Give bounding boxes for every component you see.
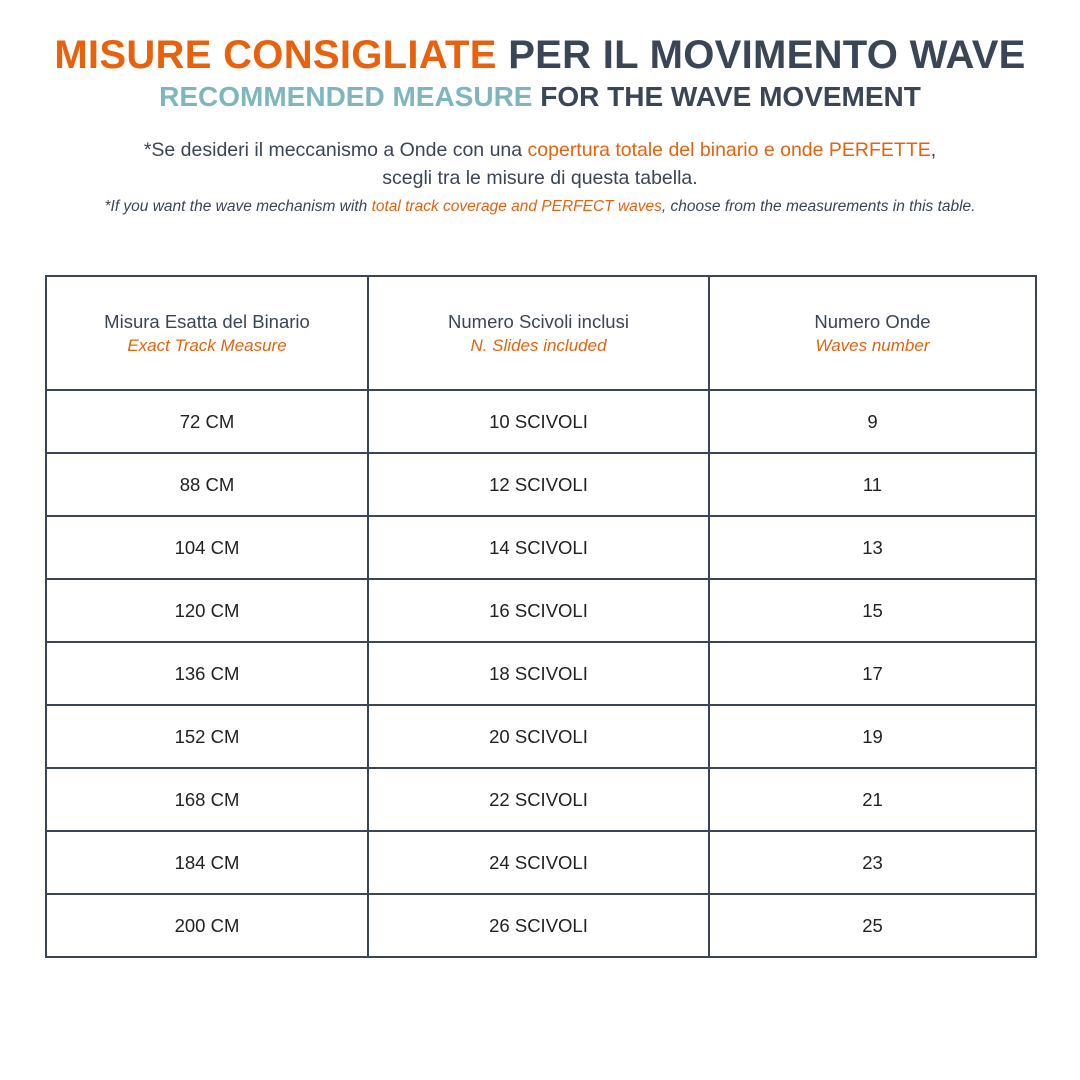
cell-slides: 12 SCIVOLI bbox=[368, 453, 709, 516]
cell-track-measure: 200 CM bbox=[46, 894, 368, 957]
table-row bbox=[46, 516, 1036, 579]
table-row bbox=[46, 390, 1036, 453]
header-label-it: Numero Scivoli inclusi bbox=[448, 310, 629, 332]
note-english bbox=[0, 196, 1080, 218]
cell-slides: 26 SCIVOLI bbox=[368, 894, 709, 957]
cell-slides: 20 SCIVOLI bbox=[368, 705, 709, 768]
note-en-before: *If you want the wave mechanism with bbox=[104, 198, 368, 215]
title-highlight: MISURE CONSIGLIATE bbox=[54, 33, 497, 77]
header-label-en: Exact Track Measure bbox=[127, 335, 287, 355]
header-label-en: Waves number bbox=[815, 335, 930, 355]
cell-track-measure: 104 CM bbox=[46, 516, 368, 579]
note-en-highlight: total track coverage and PERFECT waves bbox=[371, 198, 662, 215]
page-title bbox=[0, 30, 1080, 80]
cell-waves: 13 bbox=[709, 516, 1036, 579]
note-en-after: , choose from the measurements in this table. bbox=[661, 198, 976, 215]
cell-slides: 10 SCIVOLI bbox=[368, 390, 709, 453]
cell-waves: 15 bbox=[709, 579, 1036, 642]
cell-slides: 16 SCIVOLI bbox=[368, 579, 709, 642]
cell-track-measure: 168 CM bbox=[46, 768, 368, 831]
cell-track-measure: 88 CM bbox=[46, 453, 368, 516]
cell-track-measure: 184 CM bbox=[46, 831, 368, 894]
table-header-row bbox=[46, 276, 1036, 390]
cell-track-measure: 152 CM bbox=[46, 705, 368, 768]
table-row bbox=[46, 453, 1036, 516]
table-row bbox=[46, 831, 1036, 894]
header-waves bbox=[709, 276, 1036, 390]
cell-track-measure: 136 CM bbox=[46, 642, 368, 705]
table-row bbox=[46, 705, 1036, 768]
header-label-en: N. Slides included bbox=[470, 335, 607, 355]
note-it-highlight: copertura totale del binario e onde PERFETTE bbox=[527, 139, 931, 161]
cell-track-measure: 72 CM bbox=[46, 390, 368, 453]
header-label-it: Numero Onde bbox=[814, 310, 931, 332]
header-label-it: Misura Esatta del Binario bbox=[104, 310, 310, 332]
cell-waves: 17 bbox=[709, 642, 1036, 705]
cell-slides: 18 SCIVOLI bbox=[368, 642, 709, 705]
cell-waves: 23 bbox=[709, 831, 1036, 894]
table-row bbox=[46, 894, 1036, 957]
subtitle-highlight: RECOMMENDED MEASURE bbox=[159, 81, 533, 112]
cell-slides: 14 SCIVOLI bbox=[368, 516, 709, 579]
note-it-before: *Se desideri il meccanismo a Onde con una bbox=[143, 139, 523, 161]
cell-waves: 21 bbox=[709, 768, 1036, 831]
cell-waves: 25 bbox=[709, 894, 1036, 957]
cell-slides: 24 SCIVOLI bbox=[368, 831, 709, 894]
table-row bbox=[46, 768, 1036, 831]
page-subtitle bbox=[0, 79, 1080, 115]
table-row bbox=[46, 642, 1036, 705]
cell-waves: 9 bbox=[709, 390, 1036, 453]
note-it-line2: scegli tra le misure di questa tabella. bbox=[382, 167, 698, 189]
cell-slides: 22 SCIVOLI bbox=[368, 768, 709, 831]
measures-table bbox=[45, 275, 1037, 958]
title-rest: PER IL MOVIMENTO WAVE bbox=[508, 33, 1026, 77]
note-italian bbox=[0, 136, 1080, 192]
note-it-after: , bbox=[930, 139, 937, 161]
cell-track-measure: 120 CM bbox=[46, 579, 368, 642]
cell-waves: 11 bbox=[709, 453, 1036, 516]
subtitle-rest: FOR THE WAVE MOVEMENT bbox=[540, 81, 921, 112]
header-slides bbox=[368, 276, 709, 390]
cell-waves: 19 bbox=[709, 705, 1036, 768]
table-row bbox=[46, 579, 1036, 642]
header-track-measure bbox=[46, 276, 368, 390]
